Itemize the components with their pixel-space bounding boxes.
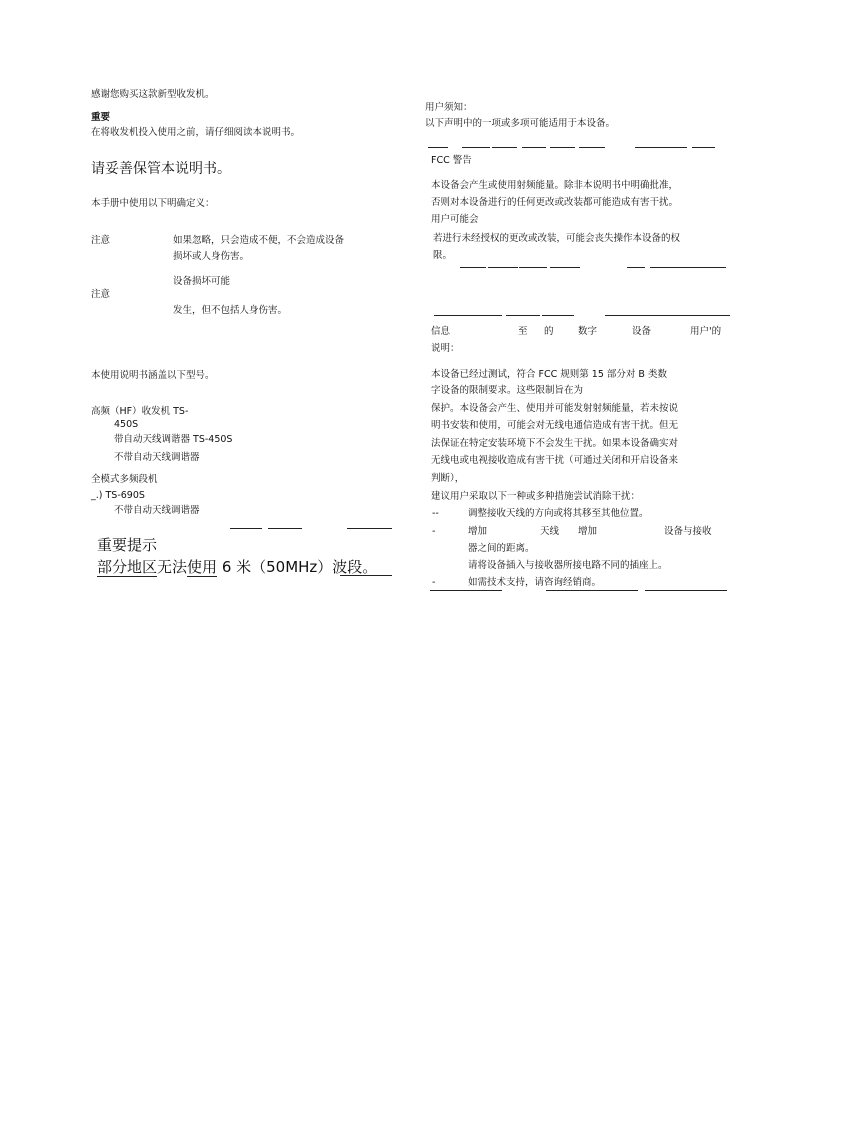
rule [506,315,540,316]
fcc-p1-line5: 限。 [433,250,453,261]
info-word: 至 [518,326,528,337]
info-word: 用户'的 [690,326,722,337]
definitions-intro: 本手册中使用以下明确定义： [91,198,215,209]
fcc-p2-line: 字设备的限制要求。这些限制旨在为 [431,385,584,396]
notice-heading: 重要提示 [97,536,158,554]
notice-text [97,558,377,577]
hf-model-line1: 高频（HF）收发机 TS- [91,406,189,417]
bullet-mark: - [432,526,436,537]
rule [428,147,448,148]
fcc-p2-line: 保护。本设备会产生、使用并可能发射射频能量，若未按说 [431,403,679,414]
bullet-word: 天线 [540,526,560,537]
fcc-p2-line: 法保证在特定安装环境下不会发生干扰。如果本设备确实对 [431,438,679,449]
bullet-text: 器之间的距离。 [468,543,535,554]
user-notice: 用户须知： [425,102,473,113]
models-intro: 本使用说明书涵盖以下型号。 [91,370,215,381]
rule [579,147,605,148]
fcc-p2-line: 本设备已经过测试，符合 FCC 规则第 15 部分对 B 类数 [431,369,667,380]
allmode-without-tuner: 不带自动天线调谐器 [114,505,200,516]
rule [605,315,730,316]
rule [550,147,575,148]
info-word: 信息 [431,326,451,337]
info-word: 的 [544,326,554,337]
rule [460,267,486,268]
notice-text-part: 无法 [157,558,188,576]
fcc-p1-line2: 否则对本设备进行的任何更改或改装都可能造成有害干扰。 [431,197,679,208]
rule [340,575,392,576]
rule [434,315,502,316]
rule [347,528,392,529]
caution1-label: 注意 [91,235,111,246]
rule [492,147,517,148]
caution2-line2: 发生，但不包括人身伤害。 [173,305,288,316]
info-word: 数字 [578,326,598,337]
bullet-word: 增加 [578,526,598,537]
bullet-word: 设备与接收 [664,526,712,537]
explain-label: 说明： [431,343,460,354]
rule [635,147,687,148]
fcc-warning: FCC 警告 [431,155,472,166]
rule [676,267,726,268]
rule [692,147,715,148]
fcc-p2-line: 建议用户采取以下一种或多种措施尝试消除干扰： [431,491,641,502]
applies-text: 以下声明中的一项或多项可能适用于本设备。 [425,118,616,129]
rule [542,315,574,316]
caution2-line1: 设备损坏可能 [173,276,231,287]
rule [546,590,638,591]
notice-text-part: 部分地区 [97,558,158,576]
rule [550,267,580,268]
thanks-text: 感谢您购买这款新型收发机。 [91,89,215,100]
rule [430,590,502,591]
fcc-p2-line: 判断）， [431,473,465,484]
bullet-mark: -- [432,508,439,519]
fcc-p1-line1: 本设备会产生或使用射频能量。除非本说明书中明确批准， [431,180,679,191]
fcc-p1-line4: 若进行未经授权的更改或改装，可能会丧失操作本设备的权 [433,233,681,244]
important-text: 在将收发机投入使用之前，请仔细阅读本说明书。 [91,127,301,138]
rule [462,147,490,148]
bullet-mark: - [432,577,436,588]
keep-manual-text: 请妥善保管本说明书。 [91,161,231,177]
notice-text-part: 使用 [187,558,218,576]
caution2-label: 注意 [91,289,111,300]
rule [519,267,547,268]
caution1-line2: 损坏或人身伤害。 [173,251,250,262]
important-heading: 重要 [91,112,111,123]
rule [230,528,262,529]
hf-without-tuner: 不带自动天线调谐器 [114,452,200,463]
hf-model-line2: 450S [114,419,139,430]
allmode-heading: 全模式多频段机 [91,474,158,485]
bullet-word: 增加 [468,526,488,537]
rule [627,267,645,268]
bullet-text: 如需技术支持，请咨询经销商。 [468,577,602,588]
bullet-text: 请将设备插入与接收器所接电路不同的插座上。 [468,560,668,571]
fcc-p2-line: 明书安装和使用，可能会对无线电通信造成有害干扰。但无 [431,420,679,431]
fcc-p2-line: 无线电或电视接收造成有害干扰（可通过关闭和开启设备来 [431,455,679,466]
hf-with-tuner: 带自动天线调谐器 TS-450S [114,434,233,445]
bullet-text: 调整接收天线的方向或将其移至其他位置。 [468,508,649,519]
rule [488,267,518,268]
rule [650,267,676,268]
rule [522,147,546,148]
notice-text-part: 6 米（50MHz）波段。 [217,558,378,576]
fcc-p1-line3: 用户可能会 [431,214,479,225]
rule [268,528,302,529]
info-word: 设备 [632,326,652,337]
allmode-model: _.) TS-690S [91,490,145,501]
caution1-line1: 如果忽略，只会造成不便，不会造成设备 [173,235,345,246]
rule [645,590,727,591]
